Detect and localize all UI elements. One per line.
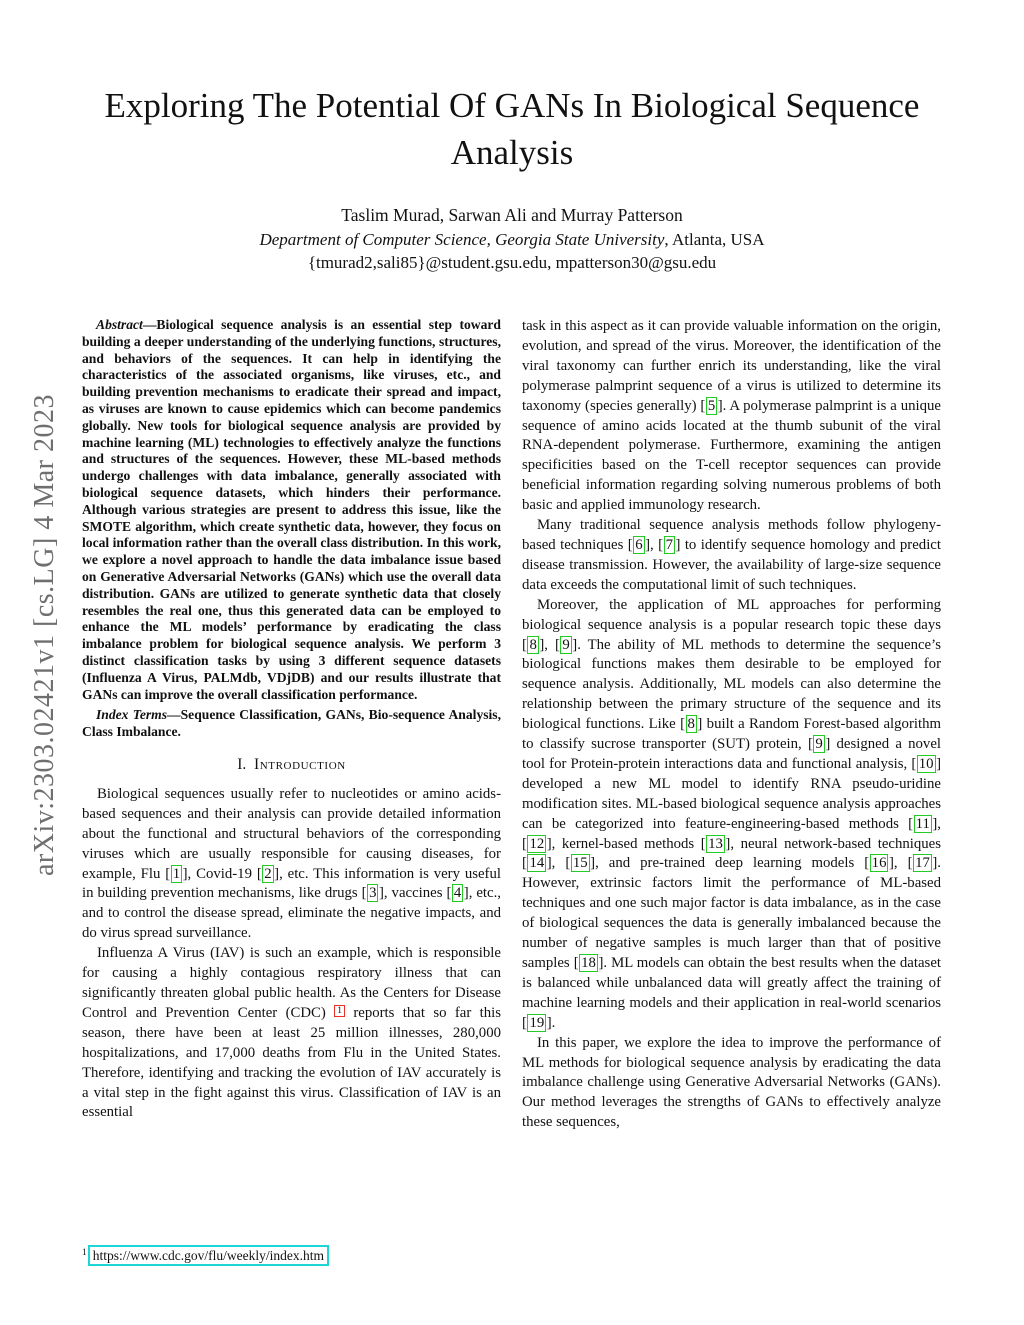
page-title: Exploring The Potential Of GANs In Biological Sequence Analysis: [104, 86, 920, 172]
affiliation-department: Department of Computer Science, Georgia State University: [259, 230, 665, 249]
citation-link[interactable]: [ 9 ]: [554, 636, 578, 653]
citation-link[interactable]: [ 12 ]: [522, 835, 552, 852]
citation-link[interactable]: [ 7 ]: [658, 536, 681, 553]
citation-link[interactable]: [ 11 ]: [908, 815, 938, 832]
citation-link[interactable]: [ 19 ]: [522, 1014, 552, 1031]
citation-link[interactable]: [ 14 ]: [522, 855, 552, 872]
citation-link[interactable]: [ 8 ]: [680, 716, 703, 733]
citation-link[interactable]: [ 2 ]: [256, 865, 280, 882]
footnote-url-link[interactable]: https://www.cdc.gov/flu/weekly/index.htm: [88, 1245, 329, 1266]
paragraph: Moreover, the application of ML approaches for performing biological sequence analysis is a popular research topic these days [ 8 ], [ 9 ]. The ability of ML methods to determine the sequence’s biological functions makes them desirable to be employed for sequence analysis. Additionally, ML models can also determine the relationship between the primary structure of the sequence and its biological functions. Like [ 8 ] built a Random Forest-based algorithm to classify sucrose transporter (SUT) protein, [ 9 ] designed a novel tool for Protein-protein interactions data and functional analysis, [ 10 ] developed a new ML model to identify RNA pseudo-uridine modification sites. ML-based biological sequence analysis approaches can be categorized into feature-engineering-based methods [ 11 ], [ 12 ], kernel-based methods [ 13 ], neural network-based techniques [ 14 ], [ 15 ], and pre-trained deep learning models [ 16 ], [ 17 ]. However, extrinsic factors limit the performance of ML-based techniques and one such major factor is data imbalance, as in the case of biological sequences the data is generally imbalanced because the number of negative samples is much larger than that of positive samples [ 18 ]. ML models can obtain the best results when the dataset is balanced while unbalanced data will greatly affect the training of machine learning models and their application in real-world scenarios [ 19 ].: [522, 596, 941, 1031]
citation-link[interactable]: [ 17 ]: [907, 855, 938, 872]
citation-link[interactable]: [ 16 ]: [864, 855, 894, 872]
citation-link[interactable]: [ 3 ]: [361, 885, 384, 902]
authors-line: Taslim Murad, Sarwan Ali and Murray Patterson: [341, 205, 683, 225]
paragraph: Influenza A Virus (IAV) is such an example, which is responsible for causing a highly contagious respiratory illness that can significantly threaten global public health. As the Centers for Disease Control and Prevention Center (CDC) $^1$ reports that so far this season, there have been at least 25 million illnesses, 280,000 hospitalizations, and 17,000 deaths from Flu in the United States. Therefore, identifying and tracking the evolution of IAV accurately is a vital step in the fight against this virus. Classification of IAV is an essential: [82, 945, 502, 1121]
paragraph: Many traditional sequence analysis methods follow phylogeny-based techniques [ 6 ], [ 7 ] to identify sequence homology and predict disease transmission. However, the availability of large-size sequence data exceeds the computational limit of such techniques.: [522, 517, 941, 593]
index-terms-paragraph: [82, 707, 501, 741]
citation-link[interactable]: [ 9 ]: [807, 736, 831, 753]
citation-link[interactable]: [ 8 ]: [522, 636, 545, 653]
index-terms-text: —Sequence Classification, GANs, Bio-sequence Analysis, Class Imbalance.: [82, 707, 501, 740]
left-column: [82, 317, 502, 1263]
section-title: Introduction: [253, 755, 346, 773]
footnote-ref-link[interactable]: 1: [334, 1005, 345, 1017]
citation-link[interactable]: [ 6 ]: [627, 536, 651, 553]
abstract-paragraph: [82, 317, 501, 703]
author-emails: {tmurad2,sali85}@student.gsu.edu, mpatterson30@gsu.edu: [307, 253, 717, 272]
arxiv-watermark: arXiv:2303.02421v1 [cs.LG] 4 Mar 2023: [29, 394, 60, 876]
footnote: [82, 1248, 329, 1264]
citation-link[interactable]: [ 18 ]: [573, 955, 604, 971]
citation-link[interactable]: [ 4 ]: [446, 885, 469, 902]
section-heading-introduction: [82, 756, 501, 774]
affiliation-location: , Atlanta, USA: [664, 230, 765, 249]
citation-link[interactable]: [ 15 ]: [565, 855, 596, 872]
index-terms-label: Index Terms: [96, 707, 168, 723]
section-number: I.: [237, 755, 247, 773]
right-column: [522, 317, 941, 1222]
paragraph: Biological sequences usually refer to nucleotides or amino acids-based sequences and their analysis can provide detailed information about the functional and structural behaviors of the corresponding viruses which are usually responsible for causing diseases, for example, Flu [ 1 ], Covid-19 [ 2 ], etc. This information is very useful in building prevention mechanisms, like drugs [ 3 ], vaccines [ 4 ], etc., and to control the disease spread, eliminate the negative impacts, and do virus spread surveillance.: [82, 785, 501, 942]
citation-link[interactable]: [ 10 ]: [911, 755, 941, 772]
paragraph: task in this aspect as it can provide valuable information on the origin, evolution, and spread of the virus. Moreover, the identification of the viral taxonomy can further enrich its understanding, like the viral polymerase palmprint sequence of a virus is utilized to determine its taxonomy (species generally) [ 5 ]. A polymerase palmprint is a unique sequence of amino acids located at the thumb subunit of the viral RNA-dependent polymerase. Furthermore, examining the antigen specificities based on the T-cell receptor sequences can provide beneficial information regarding solving numerous problems of both basic and applied immunology research.: [522, 318, 941, 514]
paper-header: [82, 0, 942, 273]
paragraph: In this paper, we explore the idea to improve the performance of ML methods for biological sequence analysis by eradicating the data imbalance challenge using Generative Adversarial Networks (GANs). Our method leverages the strengths of GANs to effectively analyze these sequences,: [522, 1034, 941, 1131]
citation-link[interactable]: [ 13 ]: [700, 835, 731, 852]
affiliation-line: [82, 230, 942, 250]
citation-link[interactable]: [ 1 ]: [165, 865, 188, 882]
two-column-body: [0, 317, 1024, 1263]
citation-link[interactable]: [ 5 ]: [700, 397, 723, 414]
abstract-text: —Biological sequence analysis is an essential step toward building a deeper understanding of the underlying functions, structures, and behaviors of the sequences. It can help in identifying the characteristics of the associated organisms, like viruses, etc., and building prevention mechanisms to eradicate their spread and impact, as viruses are known to cause epidemics which can become pandemics globally. New tools for biological sequence analysis are provided by machine learning (ML) technologies to effectively analyze the functions and structures of the sequences. However, these ML-based methods undergo challenges with data imbalance, generally associated with biological sequence datasets, which hinders their performance. Although various strategies are present to address this issue, like the SMOTE algorithm, which create synthetic data, however, they focus on local information rather than the overall class distribution. In this work, we explore a novel approach to handle the data imbalance issue based on Generative Adversarial Networks (GANs) which use the overall data distribution. GANs are utilized to generate synthetic data that closely resembles the real one, thus this generated data can be employed to enhance the ML models’ performance by eradicating the class imbalance problem for biological sequence analysis. We perform 3 distinct classification tasks by using 3 different sequence datasets (Influenza A Virus, PALMdb, VDjDB) and our results illustrate that GANs can improve the overall classification performance.: [82, 317, 501, 702]
footnote-marker: 1: [82, 1248, 87, 1258]
abstract-label: Abstract: [96, 317, 143, 332]
